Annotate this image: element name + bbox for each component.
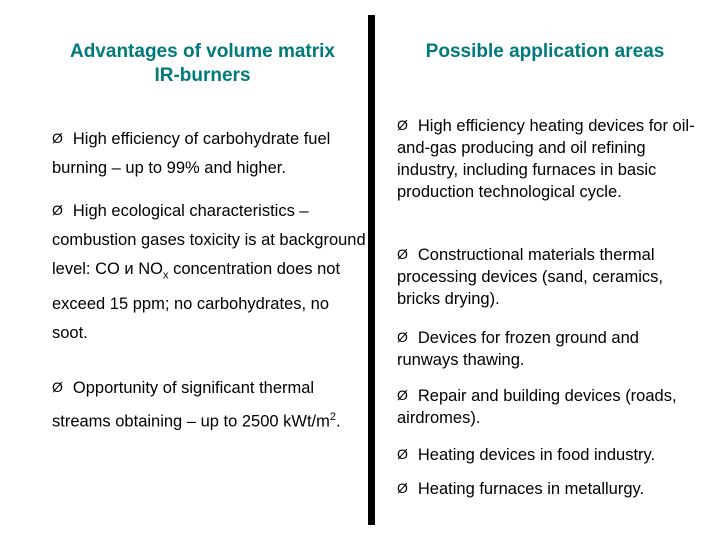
arrow-bullet-icon: Ø	[52, 202, 63, 218]
arrow-bullet-icon: Ø	[52, 379, 63, 395]
column-divider	[368, 15, 375, 525]
application-item: Ø Constructional materials thermal processing devices (sand, ceramics, bricks drying).	[397, 246, 663, 308]
advantage-item: Ø High efficiency of carbohydrate fuel burning – up to 99% and higher.	[52, 130, 331, 177]
application-item: Ø Heating devices in food industry.	[397, 446, 656, 464]
arrow-bullet-icon: Ø	[397, 446, 408, 462]
application-item: Ø Repair and building devices (roads, airdromes).	[397, 387, 677, 427]
application-item: Ø Heating furnaces in metallurgy.	[397, 480, 645, 498]
advantage-item: Ø Opportunity of significant thermal streams obtaining – up to 2500 kWt/$m^2$.	[52, 379, 341, 431]
arrow-bullet-icon: Ø	[397, 117, 408, 133]
left-column-title: Advantages of volume matrix IR-burners	[69, 41, 336, 86]
application-item: Ø Devices for frozen ground and runways thawing.	[397, 329, 639, 369]
advantage-item: Ø High ecological characteristics – combustion gases toxicity is at background level: CO и $NO_x$ concentration does not exceed 15 ppm; no carbohydrates, no soot.	[52, 202, 366, 343]
right-column-title: Possible application areas	[425, 41, 665, 62]
arrow-bullet-icon: Ø	[397, 387, 408, 403]
arrow-bullet-icon: Ø	[397, 246, 408, 262]
application-item: Ø High efficiency heating devices for oil-and-gas producing and oil refining industry, including furnaces in basic production technological cycle.	[397, 117, 695, 201]
arrow-bullet-icon: Ø	[52, 130, 63, 146]
arrow-bullet-icon: Ø	[397, 329, 408, 345]
arrow-bullet-icon: Ø	[397, 480, 408, 496]
